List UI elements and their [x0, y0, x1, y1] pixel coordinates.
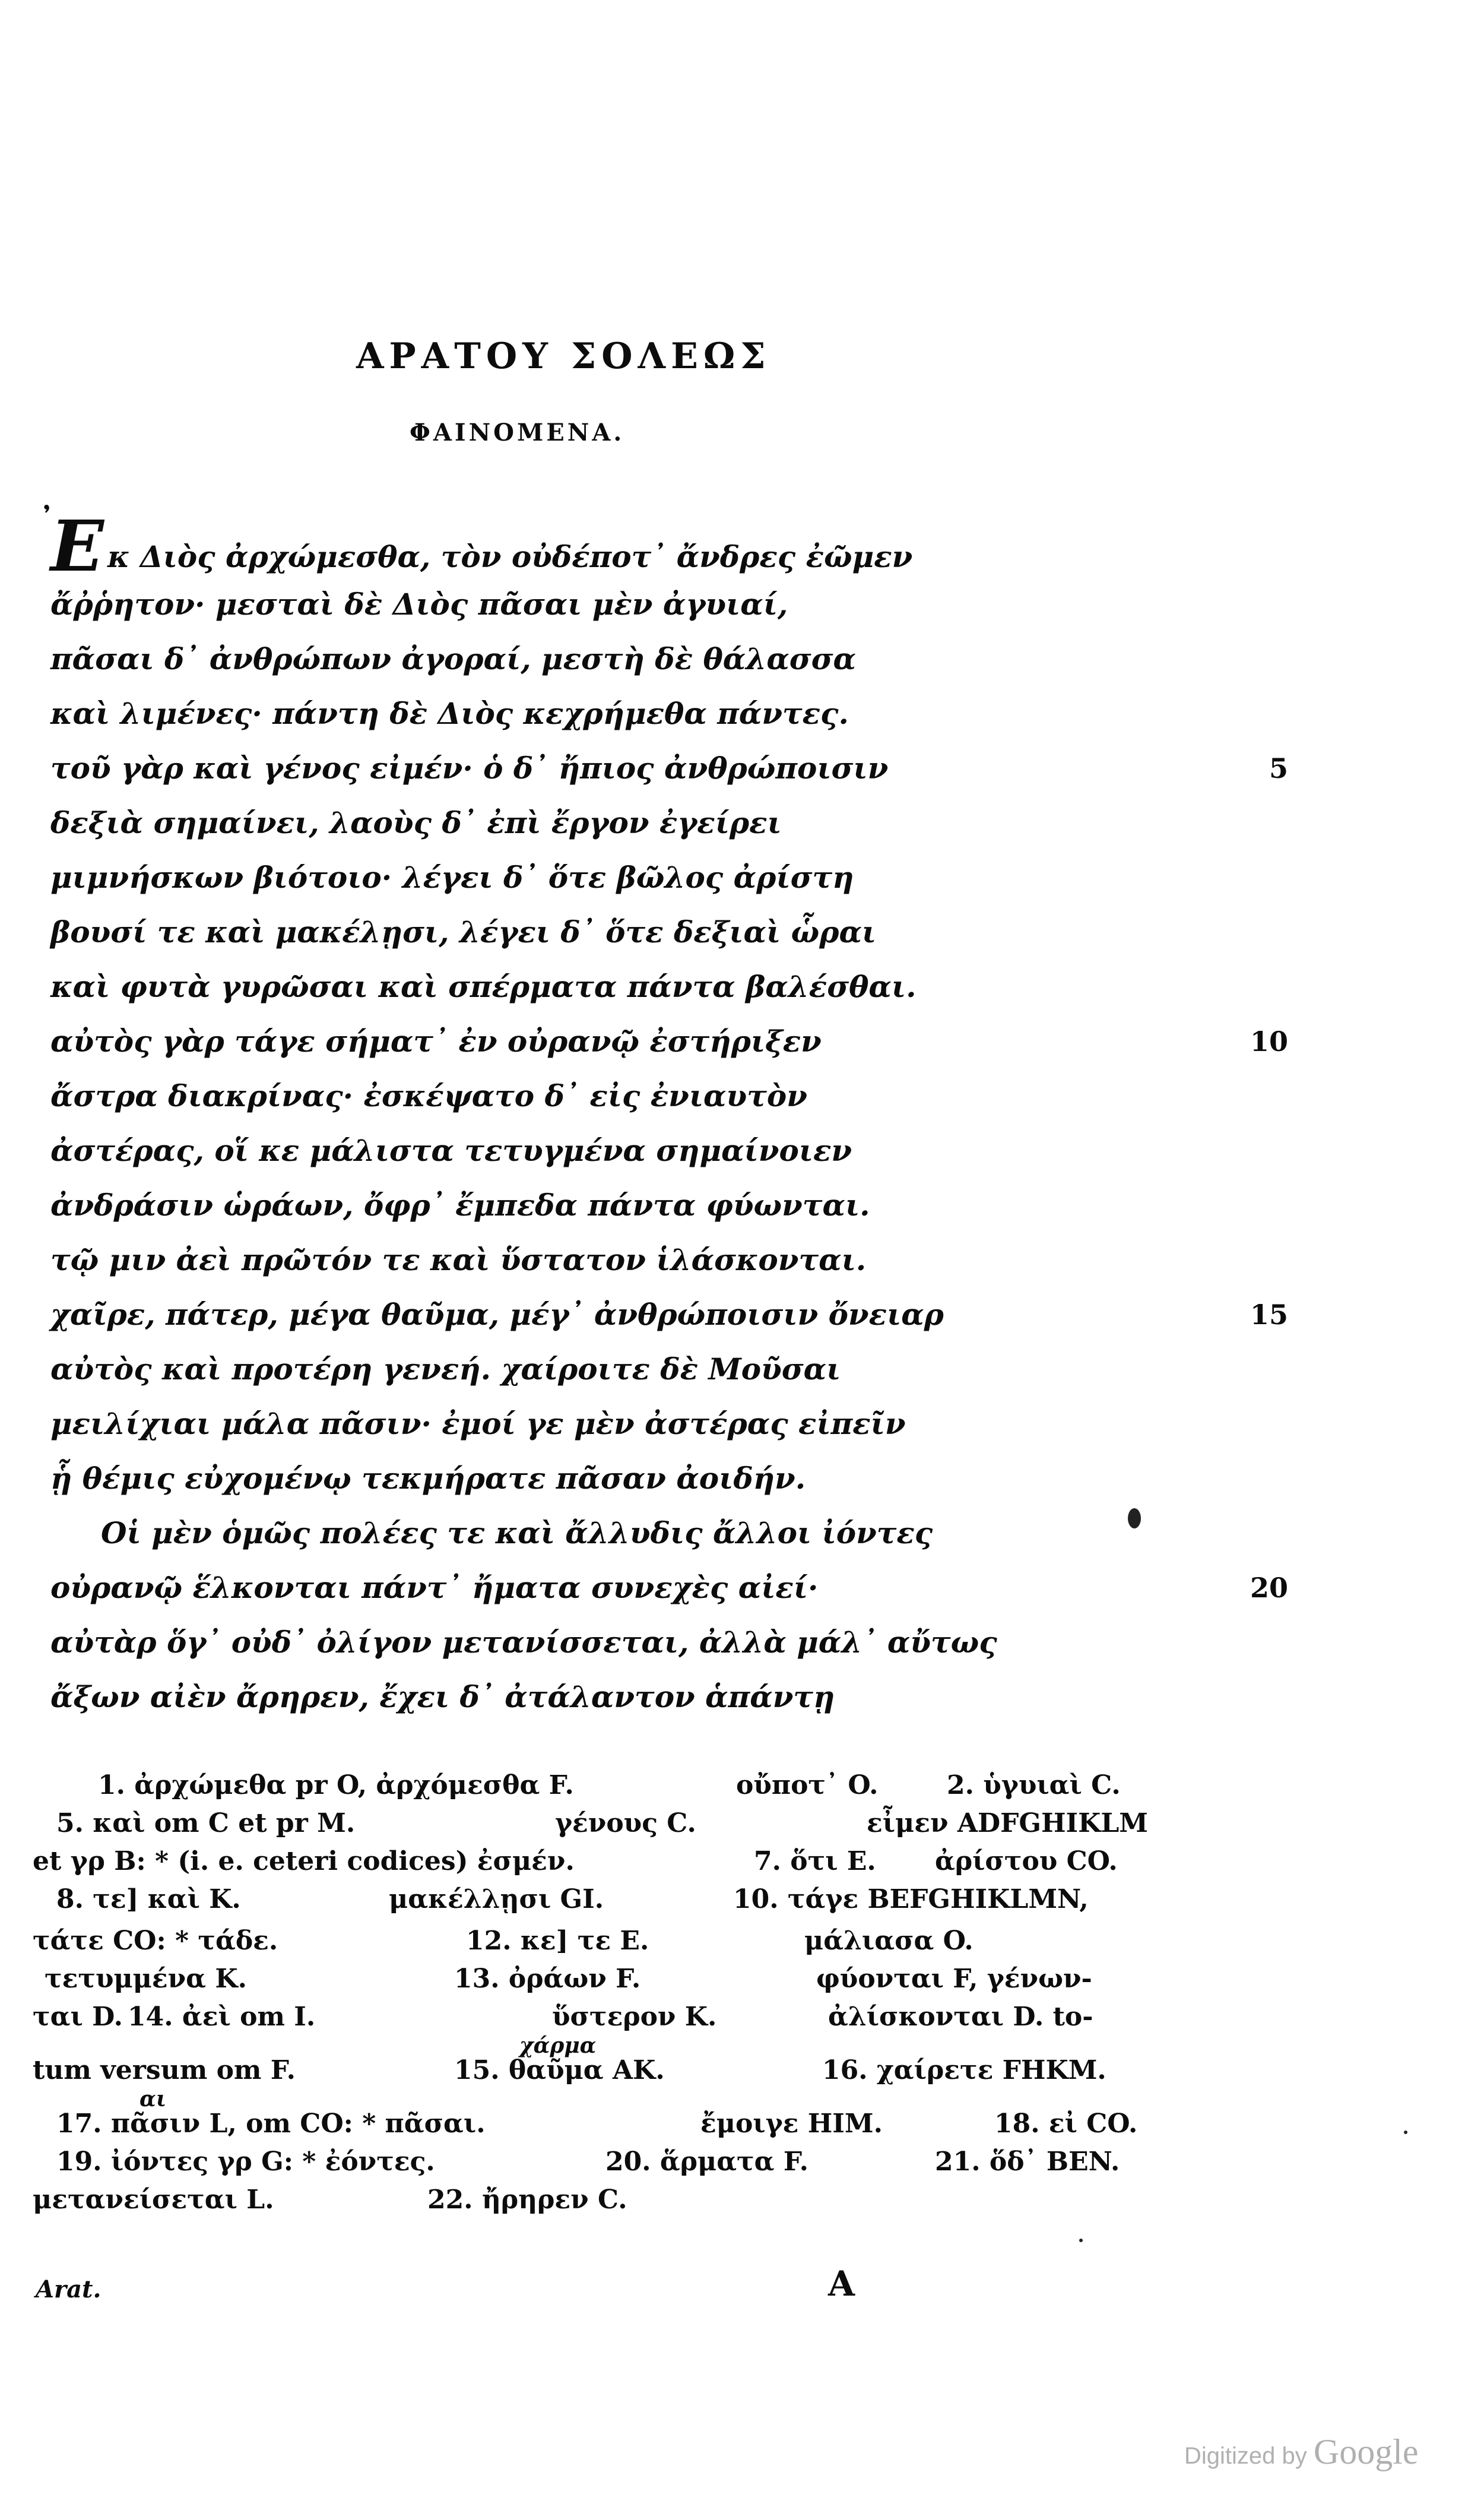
verse-line	[50, 960, 917, 1014]
verse-text: αὐτὰρ ὅγ᾿ οὐδ᾿ ὀλίγον μετανίσσεται, ἀλλὰ μάλ᾿ αὔτως	[50, 1625, 997, 1660]
verse-text: οὐρανῷ ἕλκονται πάντ᾿ ἤματα συνεχὲς αἰεί·	[50, 1570, 819, 1605]
apparatus-line	[33, 2181, 1205, 2219]
verse-line	[50, 686, 849, 741]
apparatus-entry: ἔμοιγε HIM.	[700, 2109, 883, 2139]
verse-text: δεξιὰ σημαίνει, λαοὺς δ᾿ ἐπὶ ἔργον ἐγείρει	[50, 805, 782, 840]
apparatus-entry: ται D.	[33, 2002, 123, 2032]
verse-line	[50, 1233, 866, 1287]
apparatus-line	[33, 1767, 1205, 1805]
scan-speck	[1128, 1508, 1141, 1528]
verse-line	[50, 1123, 852, 1178]
verse-text: αὐτὸς καὶ προτέρη γενεή. χαίροιτε δὲ Μοῦσαι	[50, 1351, 841, 1387]
apparatus-entry: 19. ἰόντες γρ G: * ἐόντες.	[56, 2147, 435, 2177]
apparatus-entry: μάλιασα O.	[804, 1926, 974, 1956]
apparatus-entry: 5. καὶ om C et pr M.	[56, 1808, 356, 1838]
verse-line	[50, 905, 876, 960]
verse-line	[50, 577, 788, 632]
interlinear-correction: χάρμα	[519, 2033, 597, 2058]
verse-line	[50, 741, 888, 796]
verse-line	[50, 1342, 841, 1397]
apparatus-entry: 7. ὅτι E.	[754, 1846, 876, 1876]
apparatus-entry: 13. ὀράων F.	[454, 1964, 641, 1994]
apparatus-line	[33, 1881, 1205, 1919]
line-number: 20	[1250, 1572, 1288, 1604]
line-number: 5	[1269, 752, 1288, 784]
verse-line	[50, 850, 854, 905]
apparatus-line	[33, 1805, 1205, 1843]
page-subtitle: ΦΑΙΝΟΜΕΝΑ.	[410, 419, 625, 447]
verse-text: καὶ φυτὰ γυρῶσαι καὶ σπέρματα πάντα βαλέσθαι.	[50, 969, 917, 1004]
apparatus-line	[33, 2033, 1205, 2090]
apparatus-entry: οὔποτ᾿ O.	[736, 1770, 879, 1800]
apparatus-entry: 14. ἀεὶ om I.	[128, 2002, 316, 2032]
verse-text: χαῖρε, πάτερ, μέγα θαῦμα, μέγ᾿ ἀνθρώποισιν ὄνειαρ	[50, 1297, 944, 1332]
verse-line	[50, 1451, 806, 1506]
apparatus-entry: μακέλλῃσι GI.	[389, 1884, 604, 1914]
apparatus-entry: 20. ἅρματα F.	[605, 2147, 808, 2177]
apparatus-line	[33, 2143, 1205, 2181]
page-title: ΑΡΑΤΟΥ ΣΟΛΕΩΣ	[356, 335, 771, 377]
verse-text: πᾶσαι δ᾿ ἀνθρώπων ἀγοραί, μεστὴ δὲ θάλασσα	[50, 641, 857, 676]
apparatus-entry: 2. ὑγυιαὶ C.	[947, 1770, 1121, 1800]
watermark-brand: Google	[1313, 2432, 1419, 2471]
verse-text: αὐτὸς γὰρ τάγε σήματ᾿ ἐν οὐρανῷ ἐστήριξεν	[50, 1024, 822, 1059]
signature-mark: A	[828, 2264, 855, 2304]
verse-text: ἄστρα διακρίνας· ἐσκέψατο δ᾿ εἰς ἐνιαυτὸν	[50, 1078, 807, 1113]
drop-cap: Ε	[50, 505, 104, 587]
verse-line	[50, 1506, 933, 1560]
apparatus-entry: 10. τάγε BEFGHIKLMN,	[733, 1884, 1089, 1914]
apparatus-line	[33, 1843, 1205, 1881]
verse-text: κ Διὸς ἀρχώμεσθα, τὸν οὐδέποτ᾿ ἄνδρες ἐῶμεν	[107, 539, 913, 574]
verse-line	[50, 1287, 944, 1342]
apparatus-entry: εἶμεν ADFGHIKLM	[867, 1808, 1148, 1838]
apparatus-entry: 1. ἀρχώμεθα pr O, ἀρχόμεσθα F.	[98, 1770, 574, 1800]
line-number: 10	[1250, 1025, 1288, 1058]
verse-line	[50, 1069, 807, 1123]
apparatus-entry: τάτε CO: * τάδε.	[33, 1926, 278, 1956]
verse-line	[50, 1615, 997, 1670]
verse-text: τῷ μιν ἀεὶ πρῶτόν τε καὶ ὕστατον ἱλάσκονται.	[50, 1242, 867, 1277]
apparatus-entry: μετανείσεται L.	[33, 2185, 274, 2215]
verse-text: ἀνδράσιν ὡράων, ὄφρ᾿ ἔμπεδα πάντα φύωνται.	[50, 1188, 870, 1223]
apparatus-line	[33, 2087, 1205, 2143]
digitized-watermark	[1184, 2432, 1419, 2473]
apparatus-entry: γένους C.	[555, 1808, 696, 1838]
apparatus-line	[33, 1960, 1205, 1998]
apparatus-entry: 21. ὅδ᾿ BEN.	[935, 2147, 1120, 2177]
scan-speck	[1404, 2131, 1407, 2134]
verse-line	[50, 1397, 906, 1451]
scan-speck	[1079, 2239, 1083, 2242]
verse-line	[50, 1560, 818, 1615]
line-number: 15	[1250, 1299, 1288, 1331]
verse-text: βουσί τε καὶ μακέλῃσι, λέγει δ᾿ ὅτε δεξιαὶ ὧραι	[50, 914, 877, 949]
apparatus-entry: ἀρίστου CO.	[935, 1846, 1118, 1876]
apparatus-entry: 22. ἤρηρεν C.	[427, 2185, 627, 2215]
apparatus-entry: ὕστερον K.	[552, 2002, 717, 2032]
apparatus-line	[33, 1998, 1205, 2036]
apparatus-entry: ἀλίσκονται D. to-	[828, 2002, 1093, 2032]
signature-text: Arat.	[36, 2275, 102, 2303]
apparatus-entry: tum versum om F.	[33, 2055, 296, 2085]
verse-text: μιμνήσκων βιότοιο· λέγει δ᾿ ὅτε βῶλος ἀρίστη	[50, 860, 854, 895]
interlinear-correction: αι	[139, 2087, 167, 2112]
drop-cap-breathing-mark: ᾿	[39, 502, 55, 541]
verse-text: ἄῤῥητον· μεσταὶ δὲ Διὸς πᾶσαι μὲν ἀγυιαί,	[50, 587, 788, 622]
apparatus-entry: τετυμμένα K.	[45, 1964, 247, 1994]
verse-text: ἄξων αἰὲν ἄρηρεν, ἔχει δ᾿ ἀτάλαντον ἁπάντῃ	[50, 1679, 835, 1714]
apparatus-entry: 12. κε] τε E.	[466, 1926, 649, 1956]
apparatus-entry: 15. θαῦμα AK.	[454, 2055, 665, 2085]
apparatus-entry: 17. πᾶσιν L, om CO: * πᾶσαι.	[56, 2109, 486, 2139]
verse-line	[39, 502, 913, 587]
verse-text: ἀστέρας, οἵ κε μάλιστα τετυγμένα σημαίνοιεν	[50, 1133, 852, 1168]
verse-text: Οἱ μὲν ὁμῶς πολέες τε καὶ ἄλλυδις ἄλλοι ἰόντες	[101, 1515, 933, 1550]
verse-line	[50, 1178, 870, 1233]
apparatus-entry: φύονται F, γένων-	[816, 1964, 1092, 1994]
verse-line	[50, 632, 856, 686]
apparatus-line	[33, 1922, 1205, 1960]
verse-text: καὶ λιμένες· πάντη δὲ Διὸς κεχρήμεθα πάντες.	[50, 696, 849, 731]
apparatus-entry: et γρ B: * (i. e. ceteri codices) ἐσμέν.	[33, 1846, 575, 1876]
apparatus-entry: 16. χαίρετε FHKM.	[822, 2055, 1106, 2085]
verse-text: μειλίχιαι μάλα πᾶσιν· ἐμοί γε μὲν ἀστέρας εἰπεῖν	[50, 1406, 906, 1441]
verse-text: τοῦ γὰρ καὶ γένος εἰμέν· ὁ δ᾿ ἤπιος ἀνθρώποισιν	[50, 751, 889, 786]
apparatus-entry: 8. τε] καὶ K.	[56, 1884, 241, 1914]
verse-line	[50, 796, 782, 850]
watermark-prefix: Digitized by	[1184, 2443, 1314, 2469]
verse-text: ᾗ θέμις εὐχομένῳ τεκμήρατε πᾶσαν ἀοιδήν.	[50, 1461, 806, 1496]
verse-line	[50, 1670, 835, 1724]
apparatus-entry: 18. εἰ CO.	[994, 2109, 1138, 2139]
verse-line	[50, 1014, 822, 1069]
